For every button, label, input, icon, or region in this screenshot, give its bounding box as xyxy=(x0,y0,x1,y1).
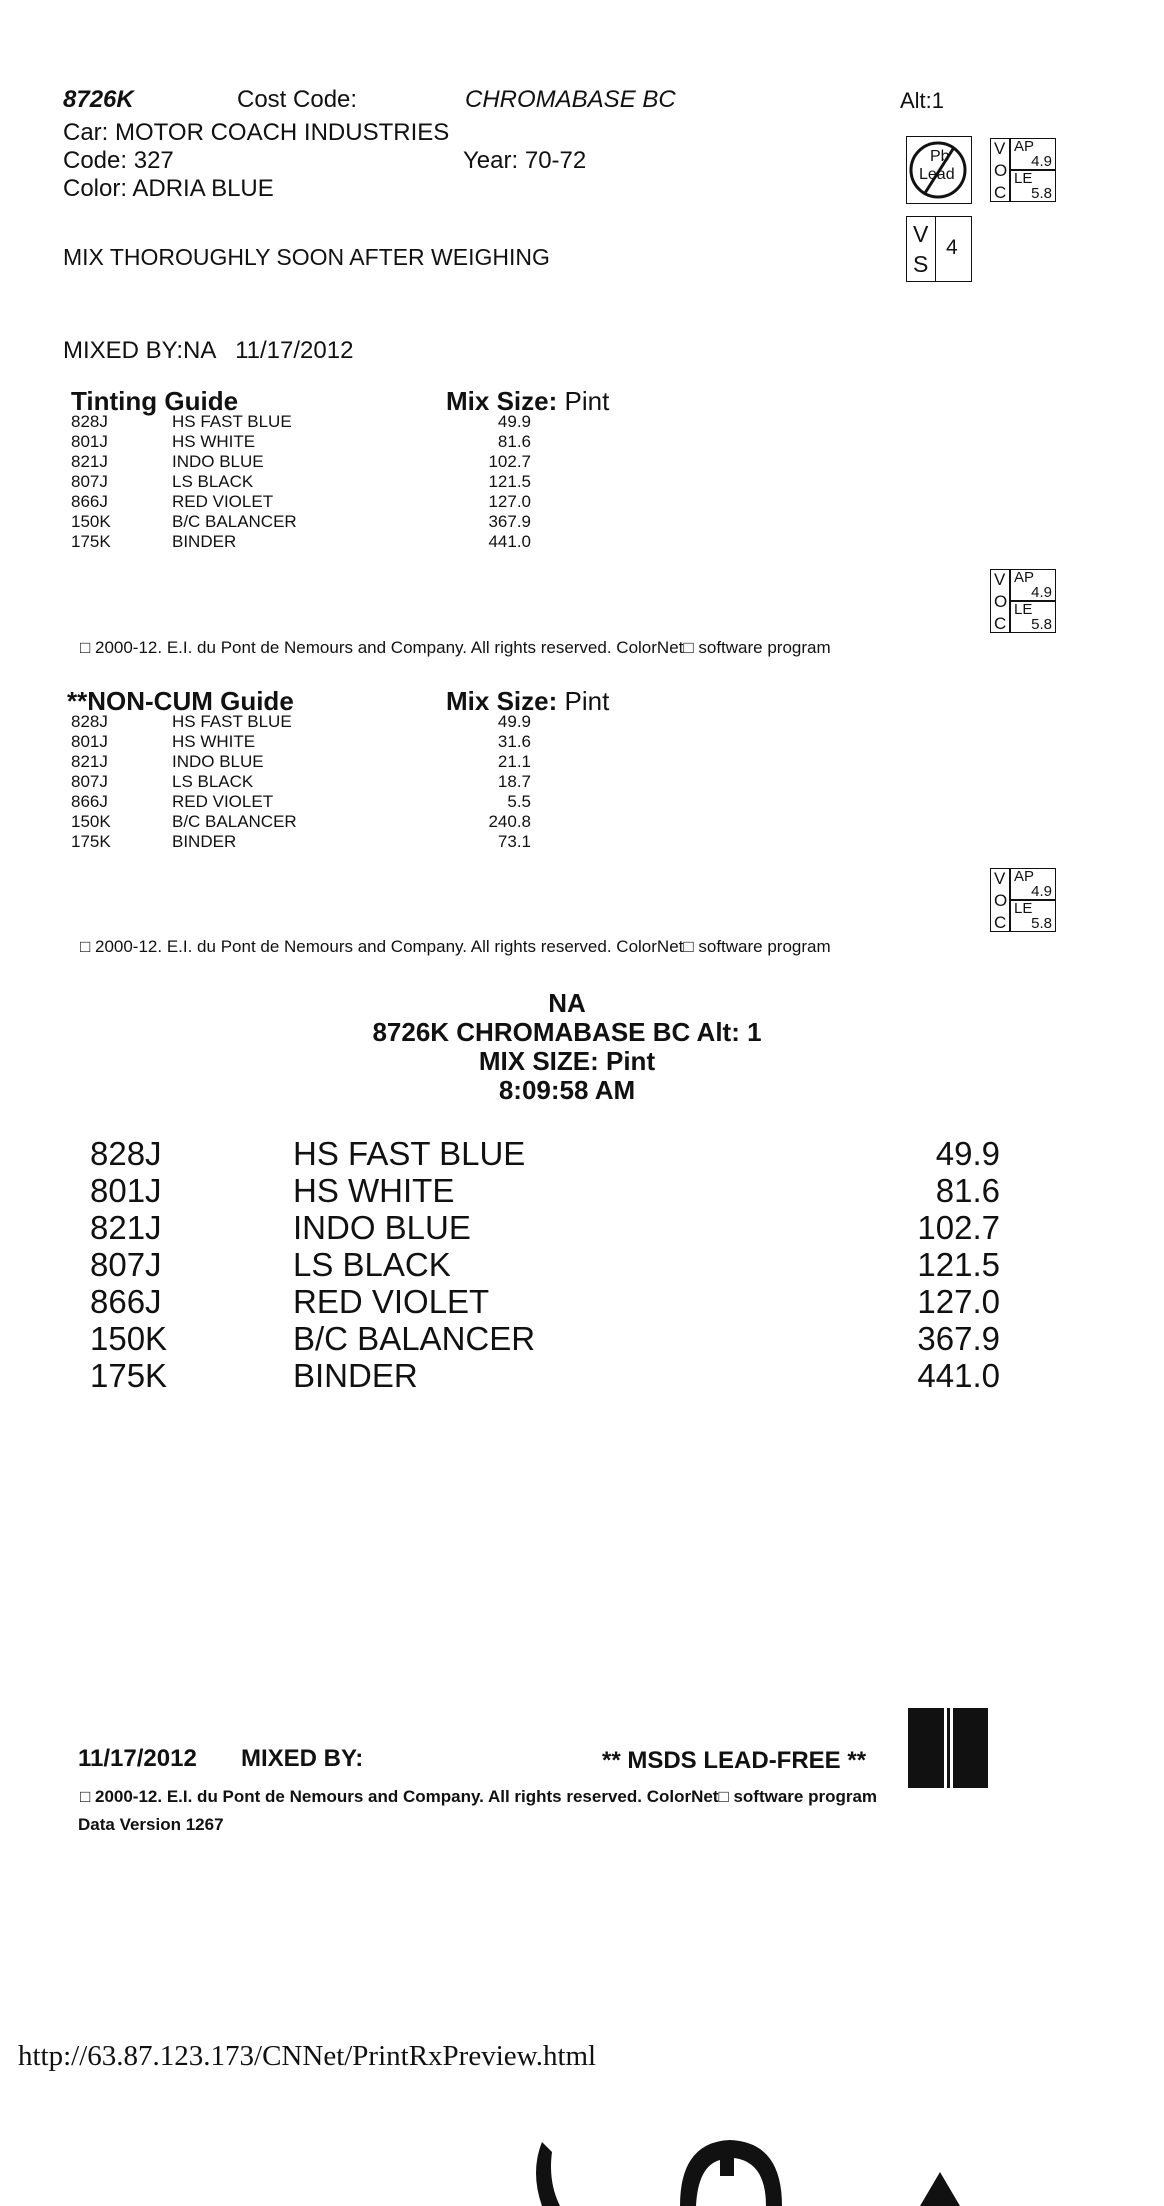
footer-copyright: □ 2000-12. E.I. du Pont de Nemours and Company. All rights reserved. ColorNet□ software program xyxy=(80,1787,878,1806)
footer-mixed-by: MIXED BY: xyxy=(241,1745,364,1772)
voc-badge-noncum: V O C AP 4.9 LE 5.8 xyxy=(990,868,1056,932)
cost-code-label: Cost Code: xyxy=(237,86,358,113)
table-row: 801J HS WHITE 31.6 xyxy=(71,732,531,751)
page-url: http://63.87.123.173/CNNet/PrintRxPreview.html xyxy=(18,2040,597,2072)
table-row: 807J LS BLACK 121.5 xyxy=(71,472,531,491)
cost-code-value: CHROMABASE BC xyxy=(465,86,676,113)
footer-date: 11/17/2012 xyxy=(78,1745,197,1772)
data-version: Data Version 1267 xyxy=(78,1815,224,1834)
table-row: 828J HS FAST BLUE 49.9 xyxy=(71,712,531,731)
year-line xyxy=(463,147,586,175)
table-row: 821J INDO BLUE 102.7 xyxy=(90,1209,1000,1246)
table-row: 150K B/C BALANCER 240.8 xyxy=(71,812,531,831)
voc-badge-tinting: V O C AP 4.9 LE 5.8 xyxy=(990,569,1056,633)
car-label: Car: xyxy=(63,119,109,146)
table-row: 807J LS BLACK 18.7 xyxy=(71,772,531,791)
table-row: 175K BINDER 73.1 xyxy=(71,832,531,851)
scan-artifact-icon xyxy=(520,2112,960,2206)
label-time: 8:09:58 AM xyxy=(498,1075,636,1105)
tinting-guide-title: Tinting Guide xyxy=(71,386,239,416)
table-row: 175K BINDER 441.0 xyxy=(71,532,531,551)
msds-lead-free: ** MSDS LEAD-FREE ** xyxy=(602,1747,867,1774)
table-row: 175K BINDER 441.0 xyxy=(90,1357,1000,1394)
table-row: 821J INDO BLUE 102.7 xyxy=(71,452,531,471)
voc-ap-cell: AP 4.9 xyxy=(1010,138,1056,170)
color-label: Color: xyxy=(63,175,128,202)
mixed-date: 11/17/2012 xyxy=(235,337,354,364)
table-row: 807J LS BLACK 121.5 xyxy=(90,1246,1000,1283)
lead-symbol: Pb xyxy=(930,148,950,165)
mixed-by-line xyxy=(63,337,353,365)
code-value: 327 xyxy=(133,147,174,174)
voc-letters: V O C xyxy=(990,138,1010,202)
table-row: 866J RED VIOLET 127.0 xyxy=(90,1283,1000,1320)
voc-badge-header xyxy=(990,138,1056,202)
table-row: 828J HS FAST BLUE 49.9 xyxy=(71,412,531,431)
color-value: ADRIA BLUE xyxy=(132,175,274,202)
code-label: Code: xyxy=(63,147,128,174)
code-line xyxy=(63,147,174,175)
label-mix-size: MIX SIZE: Pint xyxy=(478,1046,656,1076)
table-row: 828J HS FAST BLUE 49.9 xyxy=(90,1135,1000,1172)
formula-code: 8726K xyxy=(63,86,134,113)
table-row: 150K B/C BALANCER 367.9 xyxy=(90,1320,1000,1357)
table-row: 801J HS WHITE 81.6 xyxy=(90,1172,1000,1209)
label-table xyxy=(90,1135,1000,1400)
mix-instruction: MIX THOROUGHLY SOON AFTER WEIGHING xyxy=(63,244,550,270)
label-mixer: NA xyxy=(548,988,586,1018)
table-row: 801J HS WHITE 81.6 xyxy=(71,432,531,451)
tinting-mix-size: Mix Size: Pint xyxy=(446,386,610,416)
barcode-block xyxy=(908,1708,988,1788)
tinting-guide-table xyxy=(71,412,571,557)
label-header xyxy=(0,989,1134,1105)
table-row: 866J RED VIOLET 5.5 xyxy=(71,792,531,811)
noncum-mix-size: Mix Size: Pint xyxy=(446,686,610,716)
car-line xyxy=(63,119,449,147)
mixed-by-label: MIXED BY:NA xyxy=(63,337,216,364)
table-row: 150K B/C BALANCER 367.9 xyxy=(71,512,531,531)
noncum-guide-table xyxy=(71,712,571,857)
label-formula: 8726K CHROMABASE BC Alt: 1 xyxy=(372,1017,762,1047)
table-row: 821J INDO BLUE 21.1 xyxy=(71,752,531,771)
year-label: Year: xyxy=(463,147,519,174)
table-row: 866J RED VIOLET 127.0 xyxy=(71,492,531,511)
year-value: 70-72 xyxy=(524,147,587,174)
tinting-copyright: □ 2000-12. E.I. du Pont de Nemours and Company. All rights reserved. ColorNet□ software program xyxy=(80,638,831,657)
lead-free-badge xyxy=(906,136,972,204)
alt-number: Alt:1 xyxy=(900,88,945,113)
color-line xyxy=(63,175,274,203)
noncum-guide-title: **NON-CUM Guide xyxy=(67,686,294,716)
car-value: MOTOR COACH INDUSTRIES xyxy=(115,119,450,146)
vs-value: 4 xyxy=(946,236,958,259)
noncum-copyright: □ 2000-12. E.I. du Pont de Nemours and Company. All rights reserved. ColorNet□ software program xyxy=(80,937,831,956)
vs-badge: V S 4 xyxy=(906,216,972,282)
voc-le-cell: LE 5.8 xyxy=(1010,170,1056,202)
lead-text: Lead xyxy=(919,166,955,183)
